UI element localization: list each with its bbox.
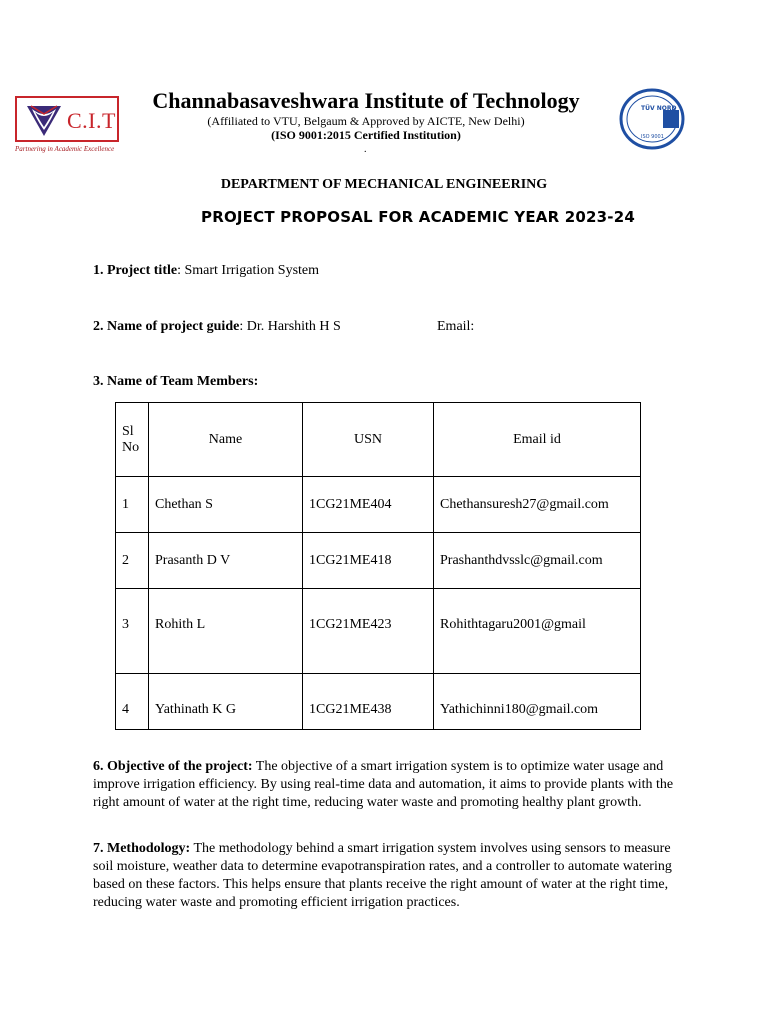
cell-email: Rohithtagaru2001@gmail [434, 589, 641, 674]
objective-label: 6. Objective of the project: [93, 759, 253, 774]
header-email: Email id [434, 403, 641, 477]
methodology-label: 7. Methodology: [93, 841, 191, 856]
cell-usn: 1CG21ME423 [303, 589, 434, 674]
cell-name: Rohith L [149, 589, 303, 674]
cell-name: Yathinath K G [149, 674, 303, 730]
table-row [116, 477, 641, 533]
cell-email: Yathichinni180@gmail.com [434, 674, 641, 730]
certification-seal-icon [619, 88, 685, 150]
cell-email: Chethansuresh27@gmail.com [434, 477, 641, 533]
project-guide-value: : Dr. Harshith H S [239, 319, 341, 334]
cell-usn: 1CG21ME404 [303, 477, 434, 533]
cit-emblem-icon [25, 102, 63, 138]
cell-name: Prasanth D V [149, 533, 303, 589]
header-name: Name [149, 403, 303, 477]
cit-logo [15, 96, 119, 142]
proposal-title: PROJECT PROPOSAL FOR ACADEMIC YEAR 2023-24 [201, 208, 635, 226]
cell-usn: 1CG21ME418 [303, 533, 434, 589]
project-guide-label: 2. Name of project guide [93, 319, 240, 334]
cell-sl: 1 [116, 477, 149, 533]
project-guide-line [93, 319, 341, 335]
objective-text: The objective of a smart irrigation system is to optimize water usage and improve irrigation efficiency. By using real-time data and automation, it aims to provide plants with the right amount of water at the right time, reducing water waste and promoting healthy plant growth. [93, 759, 674, 810]
methodology-paragraph [93, 840, 683, 912]
institute-name: Channabasaveshwara Institute of Technology [152, 88, 580, 113]
table-row [116, 674, 641, 730]
tuv-nord-seal [619, 88, 685, 150]
table-row [116, 589, 641, 674]
guide-email-label: Email: [437, 319, 475, 334]
iso-certification: (ISO 9001:2015 Certified Institution) [271, 128, 461, 142]
logo-tagline: Partnering in Academic Excellence [15, 145, 115, 153]
cell-email: Prashanthdvsslc@gmail.com [434, 533, 641, 589]
separator-dot: . [364, 144, 367, 155]
team-members-table [115, 402, 641, 730]
cell-sl: 4 [116, 674, 149, 730]
cell-name: Chethan S [149, 477, 303, 533]
project-title-value: : Smart Irrigation System [177, 263, 320, 278]
table-header-row [116, 403, 641, 477]
team-members-label: 3. Name of Team Members: [93, 374, 259, 389]
header-sl-no: Sl No [116, 403, 149, 477]
project-title-line [93, 263, 319, 279]
cell-sl: 2 [116, 533, 149, 589]
logo-text: C.I.T [67, 108, 116, 133]
department-title: DEPARTMENT OF MECHANICAL ENGINEERING [220, 177, 548, 192]
methodology-text: The methodology behind a smart irrigation system involves using sensors to measure soil moisture, weather data to determine evapotranspiration rates, and a controller to automate watering based on these factors. This helps ensure that plants receive the right amount of water at the right time, reducing water waste and promoting efficient irrigation practices. [93, 841, 672, 910]
seal-top-text: TÜV NORD [641, 105, 677, 112]
cell-sl: 3 [116, 589, 149, 674]
project-title-label: 1. Project title [93, 263, 178, 278]
header-usn: USN [303, 403, 434, 477]
table-row [116, 533, 641, 589]
seal-bottom-text: ISO 9001 [641, 134, 664, 140]
objective-paragraph [93, 758, 683, 812]
cell-usn: 1CG21ME438 [303, 674, 434, 730]
affiliation: (Affiliated to VTU, Belgaum & Approved by AICTE, New Delhi) [207, 114, 525, 128]
